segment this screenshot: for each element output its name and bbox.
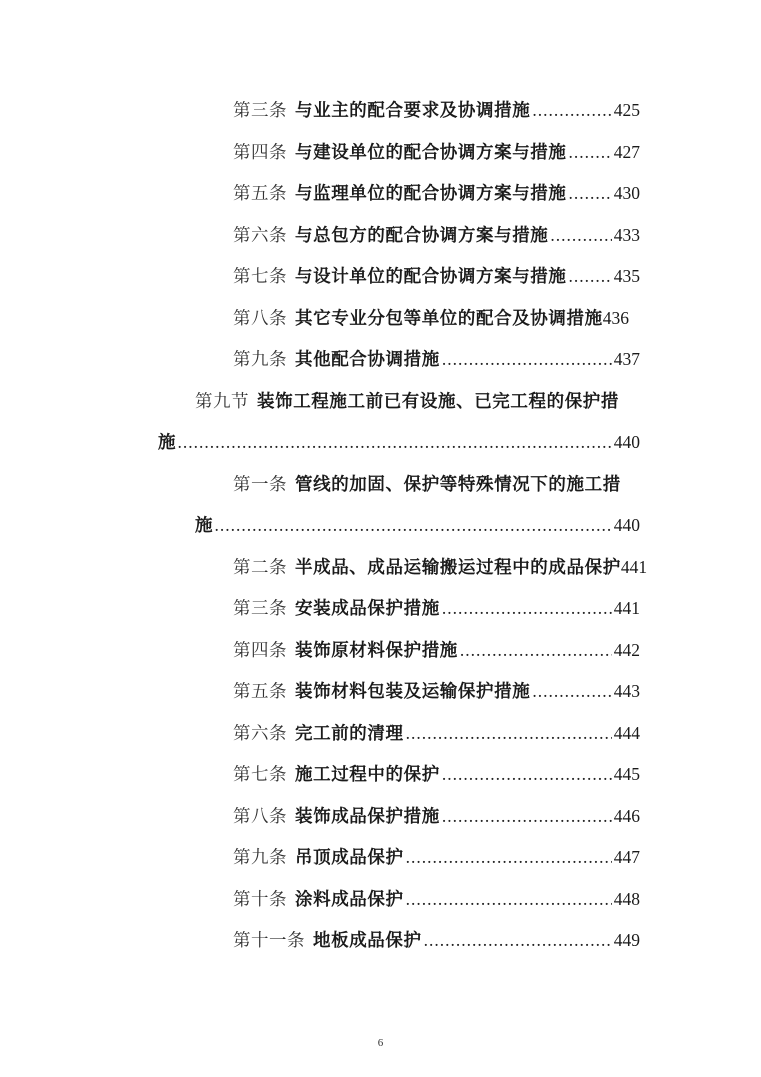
article-number: 第七条 [233, 764, 287, 784]
toc-entry[interactable] [233, 886, 640, 912]
toc-entry[interactable] [233, 346, 640, 372]
page-reference: 448 [613, 889, 640, 909]
dot-leader [442, 803, 612, 829]
page-reference: 425 [613, 100, 640, 120]
toc-section-heading[interactable] [195, 388, 640, 414]
entry-title: 管线的加固、保护等特殊情况下的施工措 [295, 474, 621, 494]
article-number: 第八条 [233, 308, 287, 328]
toc-entry[interactable] [233, 471, 640, 497]
toc-entry[interactable] [233, 554, 663, 580]
entry-title: 涂料成品保护 [295, 889, 404, 909]
page-reference: 437 [613, 349, 640, 369]
entry-title: 与总包方的配合协调方案与措施 [295, 225, 549, 245]
page-reference: 440 [613, 432, 640, 452]
entry-title: 安装成品保护措施 [295, 598, 440, 618]
page-reference: 436 [602, 308, 629, 328]
article-number: 第五条 [233, 681, 287, 701]
toc-entry[interactable] [233, 637, 640, 663]
dot-leader [569, 180, 612, 206]
section-title-continuation: 施 [158, 432, 176, 452]
dot-leader [215, 512, 612, 538]
article-number: 第二条 [233, 557, 287, 577]
page-reference: 442 [613, 640, 640, 660]
toc-entry-continuation[interactable] [195, 512, 640, 538]
dot-leader [532, 97, 611, 123]
entry-title: 装饰材料包装及运输保护措施 [295, 681, 531, 701]
page-reference: 446 [613, 806, 640, 826]
article-number: 第九条 [233, 847, 287, 867]
dot-leader [406, 844, 612, 870]
toc-entry[interactable] [233, 844, 640, 870]
toc-entry[interactable] [233, 595, 640, 621]
dot-leader [569, 263, 612, 289]
section-number: 第九节 [195, 391, 249, 411]
article-number: 第十一条 [233, 930, 305, 950]
dot-leader [550, 222, 611, 248]
section-title: 装饰工程施工前已有设施、已完工程的保护措 [257, 391, 619, 411]
dot-leader [569, 139, 612, 165]
entry-title: 与业主的配合要求及协调措施 [295, 100, 531, 120]
entry-title: 与监理单位的配合协调方案与措施 [295, 183, 567, 203]
page-reference: 441 [613, 598, 640, 618]
toc-entry[interactable] [233, 720, 640, 746]
toc-entry[interactable] [233, 263, 640, 289]
entry-title: 装饰原材料保护措施 [295, 640, 458, 660]
article-number: 第四条 [233, 142, 287, 162]
dot-leader [442, 346, 612, 372]
entry-title: 半成品、成品运输搬运过程中的成品保护 [295, 557, 621, 577]
toc-entry[interactable] [233, 803, 640, 829]
entry-title: 与设计单位的配合协调方案与措施 [295, 266, 567, 286]
dot-leader [442, 595, 612, 621]
page-reference: 444 [613, 723, 640, 743]
page-reference: 433 [613, 225, 640, 245]
page-reference: 447 [613, 847, 640, 867]
page-reference: 445 [613, 764, 640, 784]
toc-entry[interactable] [233, 97, 640, 123]
page-reference: 435 [613, 266, 640, 286]
page-reference: 443 [613, 681, 640, 701]
toc-entry[interactable] [233, 678, 640, 704]
toc-entry[interactable] [233, 180, 640, 206]
article-number: 第三条 [233, 100, 287, 120]
dot-leader [460, 637, 612, 663]
article-number: 第八条 [233, 806, 287, 826]
dot-leader [178, 429, 612, 455]
article-number: 第七条 [233, 266, 287, 286]
page-reference: 449 [613, 930, 640, 950]
article-number: 第五条 [233, 183, 287, 203]
article-number: 第十条 [233, 889, 287, 909]
dot-leader [406, 720, 612, 746]
page-number: 6 [377, 1037, 384, 1049]
article-number: 第一条 [233, 474, 287, 494]
dot-leader [424, 927, 612, 953]
article-number: 第四条 [233, 640, 287, 660]
entry-title: 装饰成品保护措施 [295, 806, 440, 826]
toc-entry[interactable] [233, 222, 640, 248]
toc-section-heading-continuation[interactable] [158, 429, 640, 455]
entry-title: 其他配合协调措施 [295, 349, 440, 369]
article-number: 第六条 [233, 225, 287, 245]
toc-entry[interactable] [233, 305, 643, 331]
article-number: 第九条 [233, 349, 287, 369]
entry-title: 其它专业分包等单位的配合及协调措施 [295, 308, 603, 328]
article-number: 第六条 [233, 723, 287, 743]
page-reference: 441 [620, 557, 648, 577]
toc-entry[interactable] [233, 927, 640, 953]
toc-entry[interactable] [233, 139, 640, 165]
dot-leader [532, 678, 611, 704]
entry-title: 与建设单位的配合协调方案与措施 [295, 142, 567, 162]
page-reference: 430 [613, 183, 640, 203]
entry-title: 吊顶成品保护 [295, 847, 404, 867]
article-number: 第三条 [233, 598, 287, 618]
toc-entry[interactable] [233, 761, 640, 787]
dot-leader [442, 761, 612, 787]
page-reference: 427 [613, 142, 640, 162]
entry-title: 完工前的清理 [295, 723, 404, 743]
entry-title-continuation: 施 [195, 515, 213, 535]
entry-title: 施工过程中的保护 [295, 764, 440, 784]
page-reference: 440 [613, 515, 640, 535]
entry-title: 地板成品保护 [313, 930, 422, 950]
dot-leader [406, 886, 612, 912]
